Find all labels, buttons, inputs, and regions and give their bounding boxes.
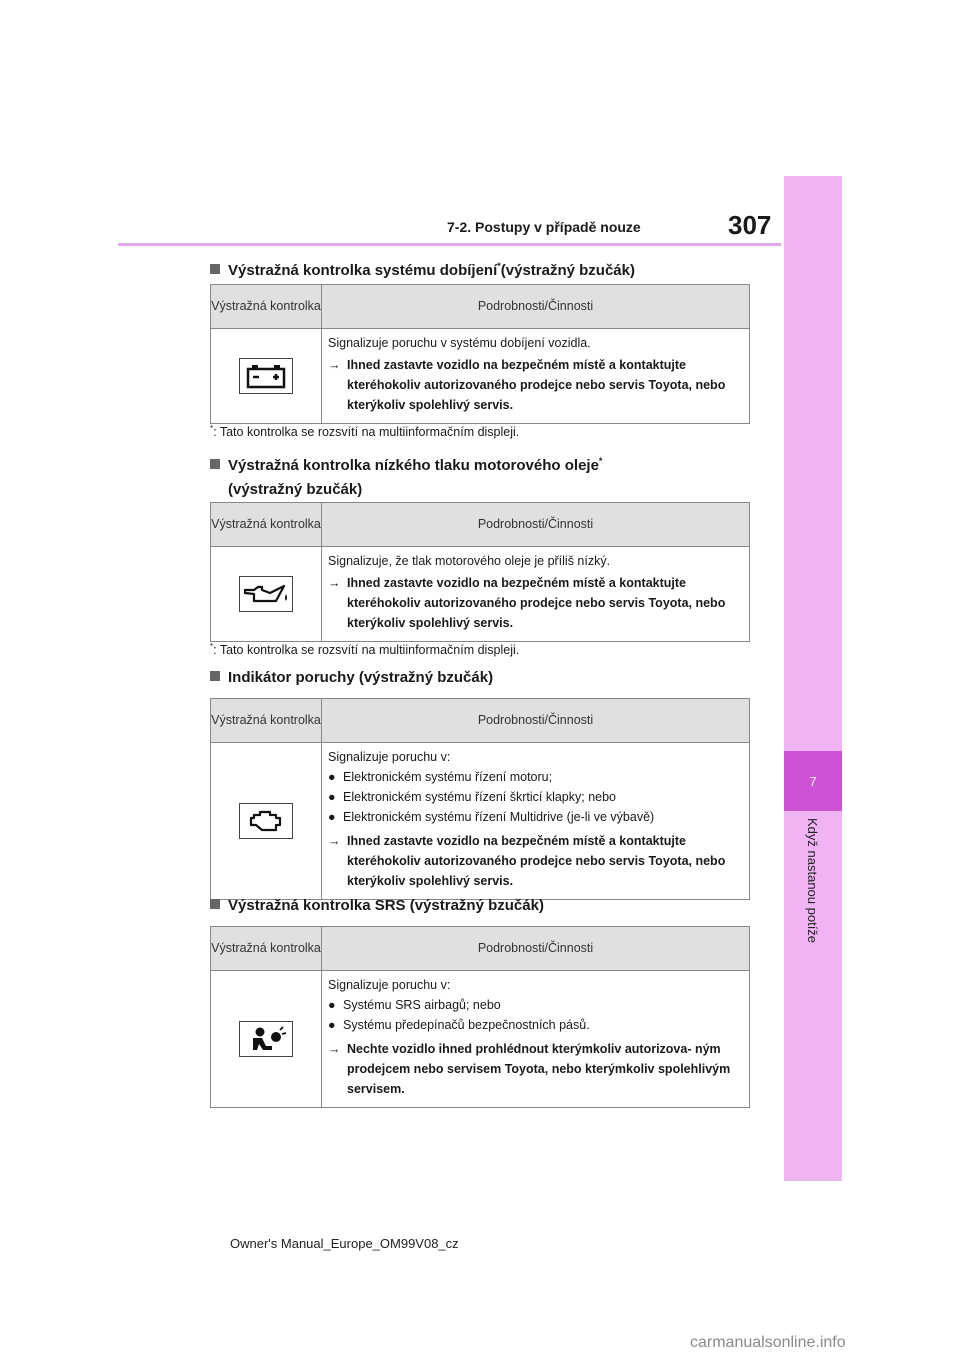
bullet-item: ● Elektronickém systému řízení škrticí klapky; nebo — [328, 790, 617, 804]
chapter-number: 7 — [784, 751, 842, 811]
page-number: 307 — [728, 210, 772, 240]
arrow-icon: → — [328, 1042, 341, 1056]
square-bullet-icon — [210, 899, 220, 909]
col-header-details: Podrobnosti/Činnosti — [322, 503, 750, 547]
description-line: Signalizuje poruchu v: — [328, 750, 451, 764]
col-header-details: Podrobnosti/Činnosti — [322, 927, 750, 971]
bullet-item: ● Systému SRS airbagů; nebo — [328, 998, 501, 1012]
col-header-light: Výstražná kontrolka — [211, 927, 322, 971]
charging-warning-table — [210, 284, 750, 424]
square-bullet-icon — [210, 671, 220, 681]
watermark[interactable]: carmanualsonline.info — [690, 1334, 846, 1351]
airbag-icon — [239, 1021, 293, 1057]
bullet-item: ● Elektronickém systému řízení motoru; — [328, 770, 553, 784]
col-header-light: Výstražná kontrolka — [211, 699, 322, 743]
col-header-light: Výstražná kontrolka — [211, 503, 322, 547]
header-rule — [118, 243, 781, 246]
description-line: Signalizuje, že tlak motorového oleje je příliš nízký. — [328, 554, 611, 568]
oil-can-icon — [239, 576, 293, 612]
heading-charging-warning: Výstražná kontrolka systému dobíjení*(výstražný bzučák) — [210, 254, 635, 283]
srs-warning-table — [210, 926, 750, 1108]
description-line: Signalizuje poruchu v: — [328, 978, 451, 992]
footnote: *: Tato kontrolka se rozsvítí na multiinformačním displeji. — [210, 642, 520, 658]
malfunction-indicator-table — [210, 698, 750, 900]
action-text: → Ihned zastavte vozidlo na bezpečném místě a kontaktujte kteréhokoliv autorizovaného prodejce nebo servis Toyota, nebo kterýkoliv spolehlivý servis. — [328, 831, 743, 891]
action-text: → Nechte vozidlo ihned prohlédnout kterýmkoliv autorizova- ným prodejcem nebo servisem Toyota, nebo kterýmkoliv spolehlivým servisem. — [328, 1039, 743, 1099]
battery-icon — [239, 358, 293, 394]
footnote: *: Tato kontrolka se rozsvítí na multiinformačním displeji. — [210, 424, 520, 440]
bullet-item: ● Systému předepínačů bezpečnostních pásů. — [328, 1018, 590, 1032]
col-header-details: Podrobnosti/Činnosti — [322, 699, 750, 743]
footer-text: Owner's Manual_Europe_OM99V08_cz — [230, 1236, 459, 1251]
bullet-item: ● Elektronickém systému řízení Multidrive (je-li ve výbavě) — [328, 810, 655, 824]
heading-oil-pressure: Výstražná kontrolka nízkého tlaku motorového oleje* (výstražný bzučák) — [210, 449, 602, 502]
chapter-side-tab — [784, 176, 842, 1181]
action-text: → Ihned zastavte vozidlo na bezpečném místě a kontaktujte kteréhokoliv autorizovaného prodejce nebo servis Toyota, nebo kterýkoliv spolehlivý servis. — [328, 573, 743, 633]
section-title: 7-2. Postupy v případě nouze — [447, 219, 641, 235]
col-header-details: Podrobnosti/Činnosti — [322, 285, 750, 329]
heading-srs-warning: Výstražná kontrolka SRS (výstražný bzučák) — [210, 894, 544, 918]
arrow-icon: → — [328, 358, 341, 372]
description-line: Signalizuje poruchu v systému dobíjení vozidla. — [328, 336, 591, 350]
heading-malfunction-indicator: Indikátor poruchy (výstražný bzučák) — [210, 666, 493, 690]
engine-icon — [239, 803, 293, 839]
action-text: → Ihned zastavte vozidlo na bezpečném místě a kontaktujte kteréhokoliv autorizovaného prodejce nebo servis Toyota, nebo kterýkoliv spolehlivý servis. — [328, 355, 743, 415]
oil-pressure-table — [210, 502, 750, 642]
square-bullet-icon — [210, 459, 220, 469]
arrow-icon: → — [328, 576, 341, 590]
chapter-label: Když nastanou potíže — [805, 818, 820, 944]
col-header-light: Výstražná kontrolka — [211, 285, 322, 329]
square-bullet-icon — [210, 264, 220, 274]
arrow-icon: → — [328, 834, 341, 848]
